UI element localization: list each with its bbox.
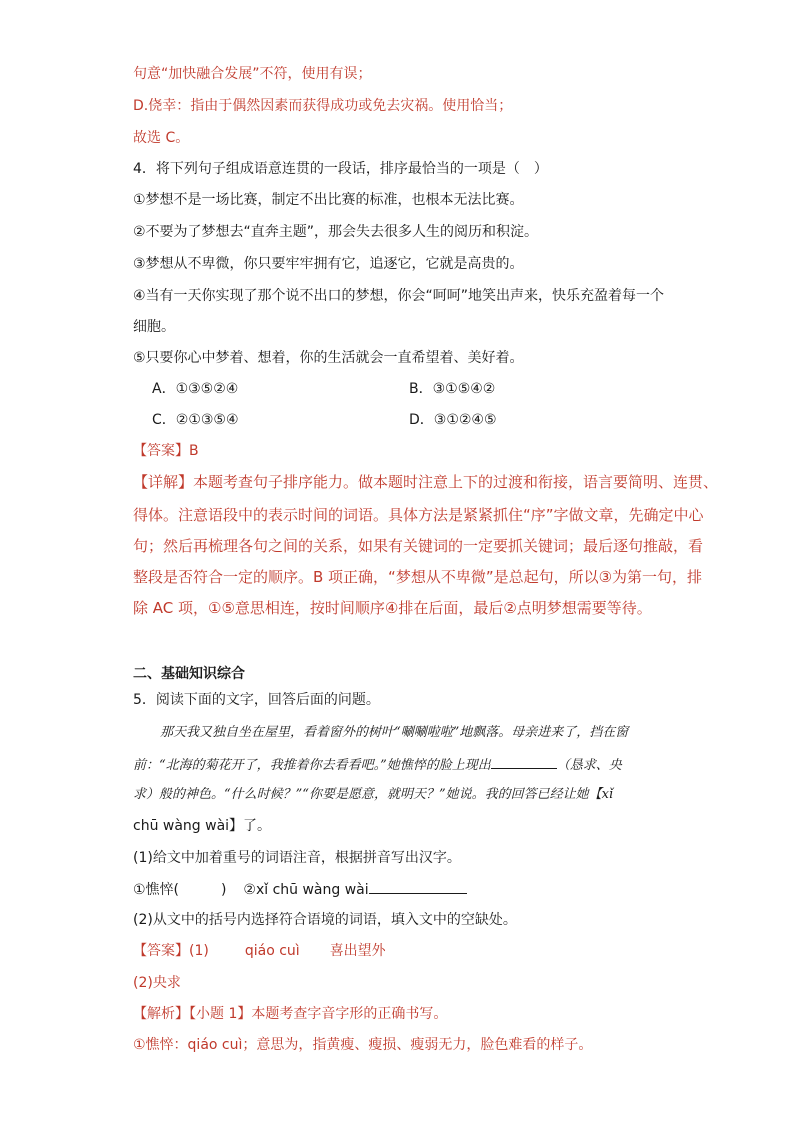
q4-sentence-3: ③梦想从不卑微，你只要牢牢拥有它，追逐它，它就是高贵的。 [133, 256, 524, 272]
q5-passage-line1: 那天我又独自坐在屋里，看着窗外的树叶“唰唰啦啦”地飘落。母亲进来了，挡在窗 [160, 725, 629, 740]
question-4-stem: 4．将下列句子组成语意连贯的一段话，排序最恰当的一项是（ ） [133, 161, 548, 177]
q4-detail-line3: 句；然后再梳理各句之间的关系，如果有关键词的一定要抓关键词；最后逐句推敲，看 [133, 537, 704, 555]
answer-label: (1) [189, 943, 209, 959]
sub1-item-a: ①憔悴( ) [133, 882, 227, 898]
answer-tag: 【答案】 [133, 443, 189, 459]
analysis-tag: 【解析】 [133, 1006, 189, 1022]
q5-subquestion-1: (1)给文中加着重号的词语注音，根据拼音写出汉字。 [133, 850, 461, 866]
analysis-text: 本题考查字音字形的正确书写。 [251, 1006, 448, 1022]
prev-explanation-line3: 故选 C。 [133, 130, 190, 146]
fill-blank [369, 879, 467, 894]
q4-sentence-4: ④当有一天你实现了那个说不出口的梦想，你会“呵呵”地笑出声来，快乐充盈着每一个 [133, 288, 665, 304]
q5-passage-line2 [133, 754, 622, 776]
q4-sentence-2: ②不要为了梦想去“直奔主题”，那会失去很多人生的阅历和积淀。 [133, 224, 539, 240]
q4-detail-line1 [133, 472, 718, 492]
analysis-subtag: 【小题 1】 [189, 1006, 252, 1022]
q4-option-b: B．③①⑤④② [409, 381, 496, 397]
sub1-item-b: ②xǐ chū wàng wài [243, 882, 369, 898]
q5-analysis [133, 1004, 447, 1024]
q5-answer-line2: (2)央求 [133, 975, 181, 991]
prev-explanation-line2: D.侥幸：指由于偶然因素而获得成功或免去灾祸。使用恰当； [133, 98, 513, 114]
prev-explanation-line1: 句意“加快融合发展”不符，使用有误； [133, 66, 372, 82]
q4-detail-line5: 除 AC 项，①⑤意思相连，按时间顺序④排在后面，最后②点明梦想需要等待。 [133, 599, 652, 617]
section-heading: 二、基础知识综合 [133, 666, 245, 682]
q4-option-d: D．③①②④⑤ [409, 412, 497, 428]
passage-text: 前：“北海的菊花开了，我推着你去看看吧。”她憔悴的脸上现出 [133, 758, 491, 773]
answer-word: 喜出望外 [329, 943, 386, 959]
q4-sentence-5: ⑤只要你心中梦着、想着，你的生活就会一直希望着、美好着。 [133, 350, 524, 366]
passage-text-cont: （恳求、央 [556, 758, 622, 773]
q4-sentence-4-cont: 细胞。 [133, 319, 175, 335]
q5-passage-line4: chū wàng wài】了。 [133, 818, 272, 834]
q5-sub1-items [133, 879, 467, 900]
q4-detail-line4: 整段是否符合一定的顺序。B 项正确，“梦想从不卑微”是总起句，所以③为第一句，排 [133, 568, 703, 586]
q4-sentence-1: ①梦想不是一场比赛，制定不出比赛的标准，也根本无法比赛。 [133, 192, 524, 208]
q4-detail-line2: 得体。注意语段中的表示时间的词语。具体方法是紧紧抓住“序”字做文章，先确定中心 [133, 506, 704, 524]
answer-tag: 【答案】 [133, 943, 189, 959]
fill-blank [491, 754, 557, 769]
q4-option-c: C．②①③⑤④ [152, 412, 239, 428]
q5-passage-line3: 求）般的神色。“什么时候？”“你要是愿意，就明天？”她说。我的回答已经让她【xǐ [133, 787, 614, 802]
q5-analysis-line: ①憔悴：qiáo cuì；意思为，指黄瘦、瘦损、瘦弱无力，脸色难看的样子。 [133, 1037, 593, 1053]
q5-subquestion-2: (2)从文中的括号内选择符合语境的词语，填入文中的空缺处。 [133, 912, 517, 928]
q4-option-a: A．①③⑤②④ [152, 381, 239, 397]
answer-pinyin: qiáo cuì [244, 943, 300, 959]
q4-answer [133, 441, 199, 461]
detail-tag: 【详解】 [133, 473, 194, 491]
question-5-stem: 5．阅读下面的文字，回答后面的问题。 [133, 692, 380, 708]
q5-answer-line1 [133, 941, 386, 961]
detail-text: 本题考查句子排序能力。做本题时注意上下的过渡和衔接，语言要简明、连贯、 [193, 473, 719, 491]
answer-value: B [189, 443, 199, 459]
